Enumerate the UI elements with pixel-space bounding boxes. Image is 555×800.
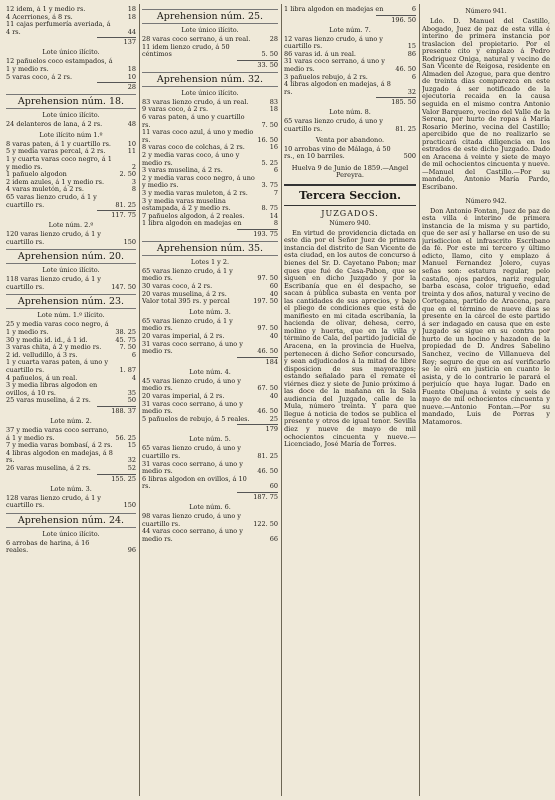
item-amount: 6: [411, 72, 416, 81]
item-description: 31 varas coco serrano, á uno y medio rs.: [284, 57, 385, 73]
item-amount: 97. 50: [257, 324, 278, 333]
item-description: 3 varas muselina, á 2 rs.: [142, 166, 223, 175]
item-description: 1 libra algodon en madejas en: [284, 6, 384, 13]
item-description: 20 varas imperial, á 2 rs.: [142, 392, 225, 400]
item-amount: 6: [131, 350, 136, 359]
item-description: 3 y media libras algodon en ovillos, á 10 rs.: [6, 381, 98, 397]
item-description: 65 varas lienzo crudo, á uno y cuartillo rs.: [284, 117, 383, 133]
seizure-title: Aprehension núm. 25.: [142, 9, 278, 24]
lot-heading: Lote único ilícito.: [181, 26, 239, 34]
lot-total: 137: [97, 37, 136, 46]
item-description: 12 pañuelos coco estampados, á 1 y medio rs.: [6, 57, 113, 73]
item-description: 11 varas coco azul, á uno y medio rs.: [142, 128, 254, 144]
ledger-item: [6, 276, 136, 291]
ledger-item: [6, 397, 136, 405]
column-1: [6, 6, 136, 794]
ledger-item: [142, 528, 278, 543]
item-description: 65 varas lienzo crudo, á 1 y cuartillo rs.: [6, 192, 97, 209]
ledger-item: [142, 44, 278, 59]
item-amount: 1. 87: [119, 366, 136, 375]
lot-total: 188. 37: [97, 406, 136, 415]
item-description: 4 libras algodon en madejas, á 8 rs.: [6, 448, 113, 465]
lot-heading: Lotes 1 y 2.: [190, 257, 230, 266]
lot-heading: Lote núm. 2.: [50, 417, 92, 425]
ledger-item: [142, 198, 278, 213]
item-description: 25 varas muselina, á 2 rs.: [6, 396, 91, 405]
ledger-item: [142, 152, 278, 167]
item-amount: 32: [407, 87, 416, 96]
lot-heading: Lote núm. 6.: [189, 502, 231, 511]
item-description: 2 id. velludillo, á 3 rs.: [6, 350, 78, 359]
lot-heading: Lote único ilícito.: [181, 88, 239, 97]
item-description: 4 pañuelos, á un real.: [6, 373, 78, 382]
lot-heading: Lote único ilícito.: [42, 111, 100, 120]
item-description: 7 pañuelos algodon, á 2 reales.: [142, 211, 245, 220]
ledger-item: [6, 359, 136, 374]
item-amount: 5. 50: [261, 50, 278, 59]
item-description: 11 idem lienzo crudo, á 50 céntimos: [142, 42, 230, 59]
ledger-item: [142, 461, 278, 476]
item-amount: 14: [269, 211, 278, 220]
item-amount: 10: [127, 139, 136, 148]
item-amount: 48: [127, 120, 136, 129]
item-description: 37 y media varas coco serrano, á 1 y medio rs.: [6, 426, 109, 442]
item-description: 86 varas id. á un real.: [284, 49, 356, 58]
column-3: [284, 6, 416, 794]
item-amount: 7. 50: [119, 343, 136, 352]
item-description: 5 y media varas percal, á 2 rs.: [6, 147, 106, 156]
lot-total: 28: [97, 82, 136, 91]
item-description: 44 varas coco serrano, á uno y medio rs.: [142, 527, 243, 543]
item-amount: 18: [127, 64, 136, 73]
ledger-item: [284, 58, 416, 73]
item-description: 2 idem azules, á 1 y medio rs.: [6, 177, 105, 186]
lot-heading: Lote núm. 4.: [189, 367, 231, 376]
ledger-item: [142, 129, 278, 144]
ledger-item: [6, 450, 136, 465]
item-amount: 81. 25: [395, 124, 416, 133]
section-title: Tercera Seccion.: [284, 184, 416, 206]
item-description: 30 varas coco, á 2 rs.: [142, 282, 213, 291]
notice-body: [422, 18, 550, 192]
ledger-item: [6, 194, 136, 209]
item-amount: 11: [127, 147, 136, 156]
ledger-item: [6, 495, 136, 510]
ledger-item: [142, 220, 278, 228]
item-amount: 44: [127, 27, 136, 36]
item-amount: 7: [273, 188, 278, 197]
seizure-title: Aprehension núm. 32.: [142, 72, 278, 87]
lot-total: 33. 50: [237, 60, 278, 69]
item-description: 120 varas lienzo crudo, á 1 y cuartillo rs.: [6, 230, 101, 246]
item-description: 3 varas chita, á 2 y medio rs.: [6, 343, 102, 352]
lot-total: 185. 50: [376, 97, 416, 106]
ledger-item: [6, 231, 136, 246]
ledger-item: [6, 121, 136, 129]
item-description: 26 varas muselina, á 2 rs.: [6, 463, 91, 472]
seizure-title: Aprehension núm. 23.: [6, 294, 136, 309]
lot-total: 196. 50: [376, 15, 416, 24]
item-description: 128 varas lienzo crudo, á 1 y cuartillo rs.: [6, 493, 101, 510]
item-amount: 500: [403, 152, 416, 161]
item-description: 1 y cuarta varas coco negro, á 1 y medio rs.: [6, 154, 112, 171]
lot-heading: Lote ilícito núm 1.º: [39, 130, 103, 139]
item-amount: 8: [131, 185, 136, 194]
ledger-item: [142, 268, 278, 283]
item-amount: 40: [269, 332, 278, 341]
item-amount: 6: [411, 6, 416, 13]
item-description: 12 varas lienzo crudo, á uno y cuartillo rs.: [284, 34, 383, 51]
ledger-item: [6, 156, 136, 171]
sale-heading: Venta por abandono.: [315, 135, 385, 144]
ledger-item: [142, 401, 278, 416]
item-description: 12 idem, á 1 y medio rs.: [6, 6, 86, 13]
item-description: 8 varas paten, á 1 y cuartillo rs.: [6, 139, 111, 148]
item-amount: 18: [127, 6, 136, 13]
item-amount: 52: [127, 463, 136, 472]
item-description: 31 varas coco serrano, á uno y medio rs.: [142, 459, 243, 476]
subsection-title: JUZGADOS.: [321, 208, 379, 218]
notice-text: En virtud de providencia dictada en este dia por el Señor Juez de primera instancia del distrito de San Vicente de esta ciudad, en los autos de concurso á bienes del Sr. D. Cayetano Pabon; mar ques que fué de Casa-Pabon, que se siguen en dicho Juzgado y por la Escribanía que en él despacho, se sacan á pública subasta en venta por las cantidades de sus aprecios, y bajo el pliego de condiciones que está de manifiesto en mi citada escribanía, la hacienda de olivar, dehesa, cerro, molino y huerta, que en la villa y término de Cala, del partido judicial de Aracena, en la provincia de Huelva, pertenecen á dicho Señor concursado, y sean adjudicados á la mitad de libre disposicion de sus mayorazgos; estando señalado para el remate el viérnes diez y siete de Junio próximo á las doce de la mañana en la Sala audiencia del Juzgado, calle de la Mula, número treinta. Y para que llegue á noticia de todos se publica el presente y otros de igual tenor. Sevilla diez y nueve de mayo de mil ochocientos cincuenta y nueve.—Licenciado, José María de Torres.: [284, 228, 416, 449]
item-amount: 60: [269, 482, 278, 491]
item-description: 3 pañuelos rebujo, á 2 rs.: [284, 72, 368, 81]
item-amount: 147. 50: [111, 282, 136, 291]
item-description: 3 y media varas muleton, á 2 rs.: [142, 188, 248, 197]
item-amount: 46. 50: [257, 407, 278, 416]
item-description: 2 y media varas coco, á uno y medio rs.: [142, 150, 240, 167]
item-amount: 197. 50: [253, 297, 278, 306]
item-description: 25 y media varas coco negro, á 1 y medio rs.: [6, 320, 109, 337]
item-description: 2 y media varas coco negro, á uno y medio rs.: [142, 173, 255, 190]
ledger-item: [284, 6, 416, 14]
item-amount: 56. 25: [115, 433, 136, 442]
item-description: 6 arrobas de harina, á 16 reales.: [6, 538, 90, 555]
lot-total: 187. 75: [237, 492, 278, 501]
item-description: 118 varas lienzo crudo, á 1 y cuartillo rs.: [6, 275, 101, 291]
ledger-item: [284, 36, 416, 51]
seizure-title: Aprehension núm. 24.: [6, 513, 136, 528]
item-amount: 150: [123, 501, 136, 510]
item-amount: 81. 25: [257, 451, 278, 460]
item-description: 10 arrobas vino de Málaga, á 50 rs., en 10 barriles.: [284, 144, 391, 161]
seizure-title: Aprehension núm. 18.: [6, 94, 136, 109]
ledger-item: [142, 378, 278, 393]
item-amount: 18: [269, 105, 278, 114]
ledger-item: [6, 427, 136, 442]
item-description: 31 varas coco serrano, á uno y medio rs.: [142, 399, 243, 416]
lot-total: 117. 75: [97, 210, 136, 219]
item-amount: 38. 25: [115, 328, 136, 337]
item-amount: 35: [127, 388, 136, 397]
notice-body: [284, 230, 416, 449]
item-description: 9 varas coco, á 2 rs.: [142, 105, 209, 114]
ledger-item: [142, 114, 278, 129]
item-description: 65 varas lienzo crudo, á 1 y medio rs.: [142, 266, 233, 283]
item-description: 5 varas coco, á 2 rs.: [6, 72, 73, 81]
item-description: 65 varas lienzo crudo, á 1 y medio rs.: [142, 316, 233, 333]
item-description: 28 varas coco serrano, á un real.: [142, 35, 251, 43]
lot-total: 184: [237, 357, 278, 366]
lot-heading: Lote núm. 1.º ilícito.: [37, 311, 105, 320]
column-4: [422, 6, 550, 794]
item-amount: 8: [273, 219, 278, 228]
notice-number: Número 942.: [465, 197, 507, 205]
ledger-item: [142, 476, 278, 491]
item-description: 6 libras algodon en ovillos, á 10 rs.: [142, 474, 247, 491]
notice-number: Número 941.: [465, 8, 507, 15]
ledger-item: [142, 298, 278, 306]
item-description: 30 y media id. id., á 1 id.: [6, 335, 88, 344]
item-amount: 46. 50: [257, 467, 278, 476]
item-description: 98 varas lienzo crudo, á uno y cuartillo rs.: [142, 511, 241, 528]
seizure-title: Aprehension núm. 35.: [142, 241, 278, 256]
item-amount: 10: [127, 72, 136, 81]
lot-heading: Lote núm. 7.: [329, 25, 371, 34]
ledger-item: [284, 146, 416, 161]
ledger-item: [6, 74, 136, 82]
lot-heading: Lote núm. 5.: [189, 435, 231, 444]
item-description: 20 varas muselina, á 2 rs.: [142, 289, 227, 298]
item-amount: 96: [127, 546, 136, 555]
item-amount: 32: [127, 456, 136, 465]
lot-heading: Lote núm. 3.: [189, 307, 231, 316]
lot-total: 193. 75: [237, 229, 278, 238]
notice-number: Número 940.: [329, 219, 371, 227]
item-description: 45 varas lienzo crudo, á uno y medio rs.: [142, 376, 241, 393]
item-amount: 40: [269, 392, 278, 400]
ledger-item: [142, 318, 278, 333]
item-description: 11 cajas perfumería averiada, á 4 rs.: [6, 20, 111, 36]
lot-heading: Lote único ilícito.: [42, 529, 100, 538]
ledger-item: [284, 81, 416, 96]
item-amount: 3. 75: [261, 181, 278, 190]
item-amount: 18: [127, 12, 136, 21]
item-description: 4 Acerriones, á 8 rs.: [6, 12, 73, 21]
ledger-item: [284, 118, 416, 133]
item-amount: 150: [123, 237, 136, 246]
item-amount: 66: [269, 534, 278, 543]
column-2: [142, 6, 278, 794]
item-amount: 97. 50: [257, 274, 278, 283]
item-description: 83 varas lienzo crudo, á un real.: [142, 97, 249, 106]
item-amount: 8. 75: [261, 204, 278, 213]
lot-heading: Lote núm. 2.º: [48, 221, 94, 230]
item-amount: 4: [131, 373, 136, 382]
ledger-item: [142, 513, 278, 528]
lot-heading: Lote núm. 8.: [329, 108, 371, 117]
item-amount: 50: [127, 396, 136, 405]
item-amount: 2: [131, 162, 136, 171]
item-description: 3 y media varas muselina estampada, á 2 y medio rs.: [142, 196, 231, 213]
item-amount: 86: [407, 49, 416, 58]
item-amount: 83: [269, 97, 278, 106]
ledger-item: [6, 21, 136, 36]
item-description: 24 delanteros de lana, á 2 rs.: [6, 120, 103, 129]
item-description: 65 varas lienzo crudo, á uno y cuartillo rs.: [142, 444, 241, 460]
lot-total: 155. 25: [97, 474, 136, 483]
ledger-item: [6, 321, 136, 336]
ledger-item: [6, 465, 136, 473]
item-amount: 15: [407, 42, 416, 51]
item-amount: 46. 50: [257, 347, 278, 356]
item-description: 4 libras algodon en madejas, á 8 rs.: [284, 80, 391, 96]
notice-text: Ldo. D. Manuel del Castillo, Abogado, Juez de paz de esta villa é interino de primera instancia por traslacion del propietario. Por el presente cito y emplazo á Pedro Rodriguez Oniga, natural y vecino de San Vicente de Reigosa, residente en Almaden del Azogue, para que dentro de treinta dias comparezca en este Juzgado á ser notificado de la ejecutoria recaida en la causa seguida en el mismo contra Antonio Valor Barquero, vecino del Valle de la Serena, por hurto de ropas á María Rosario Merino, vecina del Castillo; apercibido que de no realizarlo se practicará citada diligencia en los estrados de este dicho Juzgado. Dado en Aracena á veinte y siete de mayo de mil ochocientos cincuenta y nueve.—Manuel del Castillo.—Por su mandado, Antonio María Pardo, Escribano.: [422, 17, 550, 192]
item-description: 1 libra algodon en madejas en: [142, 219, 242, 228]
item-amount: 2. 50: [119, 170, 136, 179]
item-amount: 45. 75: [115, 335, 136, 344]
item-description: 5 pañuelos de rebujo, á 5 reales.: [142, 414, 250, 423]
item-description: 6 varas paten, á uno y cuartillo rs.: [142, 112, 245, 129]
lot-heading: Lote núm. 3.: [50, 484, 92, 493]
lot-heading: Lote único ilícito.: [42, 48, 100, 57]
ledger-item: [6, 540, 136, 555]
ledger-item: [142, 445, 278, 460]
item-amount: 5. 25: [261, 158, 278, 167]
item-description: 31 varas coco serrano, á uno y medio rs.: [142, 339, 243, 356]
ledger-item: [6, 382, 136, 397]
item-description: 1 y cuarta varas paten, á uno y cuartillo rs.: [6, 358, 109, 375]
date-signature: Huelva 9 de Junio de 1859.—Angel Pereyra.: [291, 163, 409, 180]
lot-heading: Lote único ilícito.: [42, 266, 100, 275]
ledger-item: [142, 341, 278, 356]
notice-text: Don Antonio Fontan, Juez de paz de esta villa é interino de primera instancia de la misma y su partido, que de ser así y hallarse en uso de su jurisdiccion el infrascrito Escribano da fé. Por este mi tercero y último edicto, llamo, cito y emplazo á Manuel Fernandez Jolero, cuyas señas son: estatura regular, pelo castaño, ojos pardos, nariz regular, barba escasa, color trigueño, edad treinta y dos años, natural y vecino de Cortegana, partido de Aracena, para que en el término de nueve dias se presente en la cárcel de este partido á ser indagado en causa que en este Juzgado se sigue en su contra por hurto de un hocino y hazadon de la propiedad de D. Andres Sabelino Sanchez, vecino de Villanueva del Rey; seguro de que en así verificarlo se le oirá en justicia en cuanto le asista, y de lo contrario le parará el perjuicio que haya lugar. Dado en Fuente Obejuna á veinte y seis de mayo de mil ochocientos cincuenta y nueve.—Antonio Fontan.—Por su mandado, Luis de Porras y Matamoros.: [422, 206, 550, 426]
ledger-item: [142, 175, 278, 190]
lot-total: 179: [237, 424, 278, 433]
item-amount: 67. 50: [257, 384, 278, 393]
item-amount: 7. 50: [261, 120, 278, 129]
notice-body: [422, 208, 550, 427]
item-amount: 60: [269, 282, 278, 291]
item-description: 20 varas imperial, á 2 rs.: [142, 332, 225, 341]
item-description: 1 pañuelo algodon: [6, 170, 67, 179]
item-amount: 40: [269, 289, 278, 298]
item-description: 8 varas coco de colchas, á 2 rs.: [142, 143, 245, 152]
column-rule: [281, 4, 282, 796]
item-amount: 3: [131, 177, 136, 186]
item-amount: 28: [269, 35, 278, 43]
item-amount: 16: [269, 143, 278, 152]
seizure-title: Aprehension núm. 20.: [6, 249, 136, 264]
ledger-item: [142, 416, 278, 424]
item-amount: 15: [127, 441, 136, 450]
item-amount: 6: [273, 166, 278, 175]
item-amount: 81. 25: [115, 200, 136, 209]
item-description: 4 varas muletón, á 2 rs.: [6, 185, 84, 194]
column-rule: [419, 4, 420, 796]
item-description: 7 y media varas bombasí, á 2 rs.: [6, 441, 113, 450]
item-description: Valor total 395 rs. y percal: [142, 297, 230, 306]
column-rule: [139, 4, 140, 796]
item-amount: 122. 50: [253, 519, 278, 528]
item-amount: 25: [269, 414, 278, 423]
item-amount: 46. 50: [395, 64, 416, 73]
item-amount: 16. 50: [257, 135, 278, 144]
ledger-item: [6, 58, 136, 73]
